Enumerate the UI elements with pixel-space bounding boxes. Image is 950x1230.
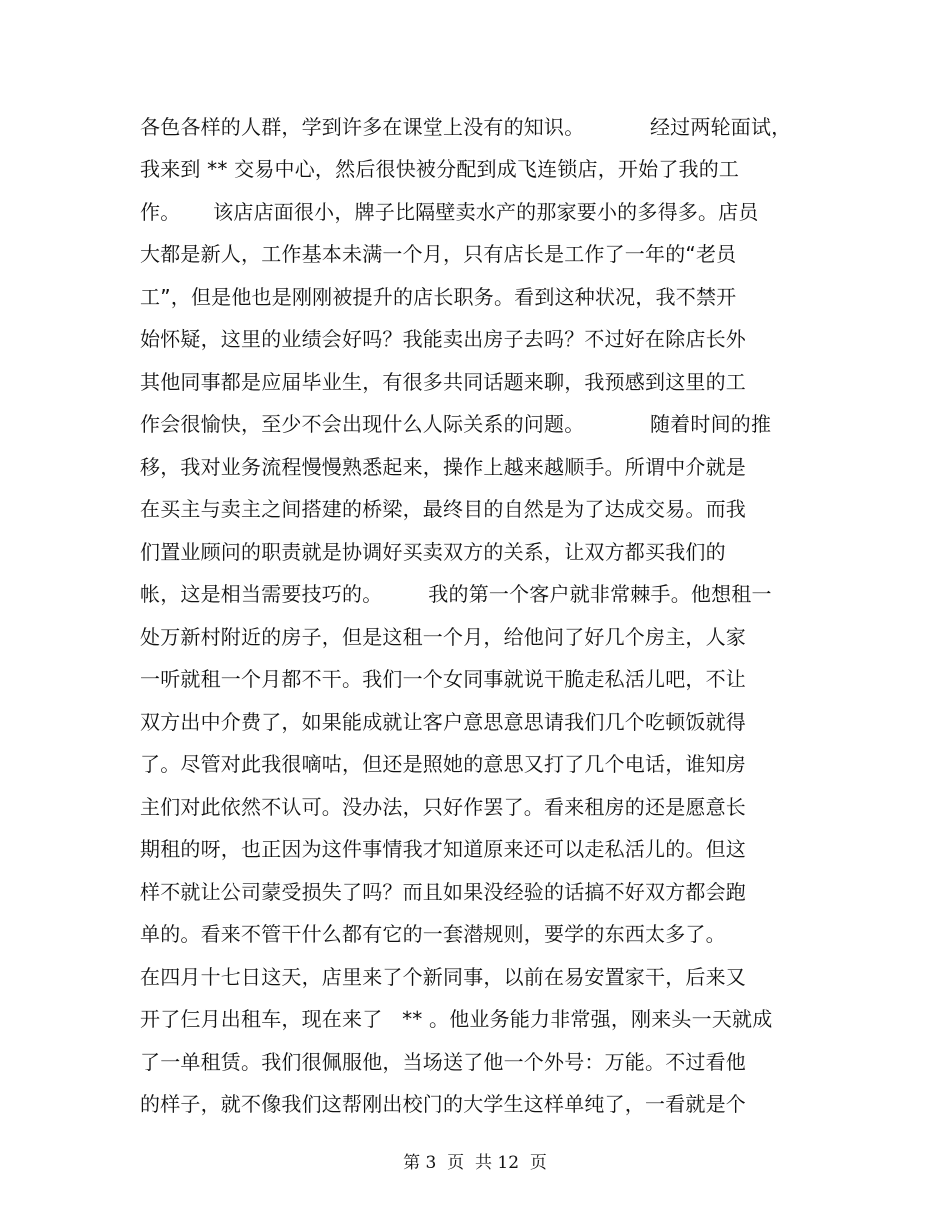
text-line: 了。尽管对此我很嘀咕，但还是照她的意思又打了几个电话，谁知房 xyxy=(140,752,746,776)
text-line: 双方出中介费了，如果能成就让客户意思意思请我们几个吃顿饭就得 xyxy=(140,710,746,734)
text-line: 各色各样的人群，学到许多在课堂上没有的知识。 经过两轮面试， xyxy=(140,115,792,139)
text-line: 作。 该店店面很小，牌子比隔壁卖水产的那家要小的多得多。店员 xyxy=(140,200,759,224)
text-line: 帐，这是相当需要技巧的。 我的第一个客户就非常棘手。他想租一 xyxy=(140,582,772,606)
text-line: 期租的呀，也正因为这件事情我才知道原来还可以走私活儿的。但这 xyxy=(140,837,746,861)
text-line: 主们对此依然不认可。没办法，只好作罢了。看来租房的还是愿意长 xyxy=(140,795,746,819)
text-line: 在四月十七日这天，店里来了个新同事，以前在易安置家干，后来又 xyxy=(140,965,746,989)
text-line: 始怀疑，这里的业绩会好吗？我能卖出房子去吗？不过好在除店长外 xyxy=(140,327,746,351)
page-number-footer: 第 3 页 共 12 页 xyxy=(403,1153,547,1173)
text-line: 我来到 ** 交易中心，然后很快被分配到成飞连锁店，开始了我的工 xyxy=(140,157,740,181)
text-line: 大都是新人，工作基本未满一个月，只有店长是工作了一年的“老员 xyxy=(140,242,737,266)
text-line: 样不就让公司蒙受损失了吗？而且如果没经验的话搞不好双方都会跑 xyxy=(140,880,746,904)
text-line: 的样子，就不像我们这帮刚出校门的大学生这样单纯了，一看就是个 xyxy=(140,1092,746,1116)
text-line: 开了仨月出租车，现在来了 ** 。他业务能力非常强，刚来头一天就成 xyxy=(140,1007,773,1031)
text-line: 们置业顾问的职责就是协调好买卖双方的关系，让双方都买我们的 xyxy=(140,540,726,564)
text-line: 单的。看来不管干什么都有它的一套潜规则，要学的东西太多了。 xyxy=(140,922,726,946)
text-line: 处万新村附近的房子，但是这租一个月，给他问了好几个房主，人家 xyxy=(140,625,746,649)
text-line: 一听就租一个月都不干。我们一个女同事就说干脆走私活儿吧，不让 xyxy=(140,667,746,691)
text-line: 在买主与卖主之间搭建的桥梁，最终目的自然是为了达成交易。而我 xyxy=(140,497,746,521)
text-line: 了一单租赁。我们很佩服他，当场送了他一个外号：万能。不过看他 xyxy=(140,1050,746,1074)
text-line: 作会很愉快，至少不会出现什么人际关系的问题。 随着时间的推 xyxy=(140,412,772,436)
text-line: 其他同事都是应届毕业生，有很多共同话题来聊，我预感到这里的工 xyxy=(140,370,746,394)
text-line: 工”，但是他也是刚刚被提升的店长职务。看到这种状况，我不禁开 xyxy=(140,285,737,309)
text-line: 移，我对业务流程慢慢熟悉起来，操作上越来越顺手。所谓中介就是 xyxy=(140,455,746,479)
